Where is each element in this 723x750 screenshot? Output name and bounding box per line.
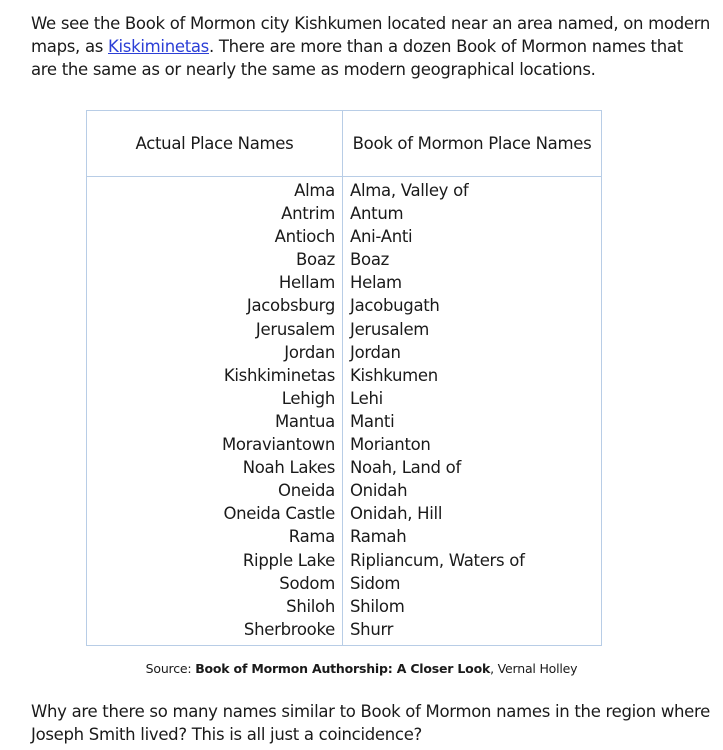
book-of-mormon-name-cell: Ripliancum, Waters of xyxy=(350,550,525,570)
actual-place-name-cell: Jordan xyxy=(87,341,343,364)
actual-place-name-cell: Jerusalem xyxy=(87,318,343,341)
book-of-mormon-name-cell: Sidom xyxy=(350,573,401,593)
book-of-mormon-name-cell: Jerusalem xyxy=(350,319,430,339)
book-of-mormon-name-cell: Ani-Anti xyxy=(350,227,413,247)
table-row xyxy=(87,572,602,595)
book-of-mormon-name-cell: Jordan xyxy=(350,342,401,362)
table-row xyxy=(87,410,602,433)
book-of-mormon-name-cell: Boaz xyxy=(350,250,389,270)
book-of-mormon-name-cell: Shilom xyxy=(350,596,405,616)
actual-place-name-cell: Antrim xyxy=(87,202,343,225)
intro-paragraph xyxy=(31,12,711,81)
table-row xyxy=(87,595,602,618)
table-header-row xyxy=(87,111,602,177)
book-of-mormon-name-cell: Manti xyxy=(350,411,395,431)
table-row xyxy=(87,549,602,572)
table-row xyxy=(87,177,602,203)
intro-text-end: . There are more than a dozen Book of Mormon names that are the same as or nearly the same as modern geographical locations. xyxy=(31,37,683,79)
header-actual-place-names: Actual Place Names xyxy=(87,111,343,177)
actual-place-name-cell: Rama xyxy=(87,525,343,548)
actual-place-name-cell: Hellam xyxy=(87,271,343,294)
book-of-mormon-name-cell: Ramah xyxy=(350,527,407,547)
kiskiminetas-link[interactable]: Kiskiminetas xyxy=(108,37,209,56)
header-book-of-mormon-place-names: Book of Mormon Place Names xyxy=(343,111,602,177)
actual-place-name-cell: Jacobsburg xyxy=(87,294,343,317)
table-row xyxy=(87,341,602,364)
actual-place-name-cell: Oneida xyxy=(87,479,343,502)
actual-place-name-cell: Sodom xyxy=(87,572,343,595)
table-row xyxy=(87,433,602,456)
book-of-mormon-name-cell: Lehi xyxy=(350,388,383,408)
actual-place-name-cell: Boaz xyxy=(87,248,343,271)
closing-question: Why are there so many names similar to Book of Mormon names in the region where Joseph Smith lived? This is all just a coincidence? xyxy=(31,702,711,744)
actual-place-name-cell: Kishkiminetas xyxy=(87,364,343,387)
table-row xyxy=(87,456,602,479)
table-row xyxy=(87,318,602,341)
actual-place-name-cell: Mantua xyxy=(87,410,343,433)
table-body xyxy=(87,177,602,646)
book-of-mormon-name-cell: Morianton xyxy=(350,435,431,455)
book-of-mormon-name-cell: Jacobugath xyxy=(350,296,440,316)
actual-place-name-cell: Ripple Lake xyxy=(87,549,343,572)
source-citation xyxy=(0,661,723,676)
book-of-mormon-name-cell: Kishkumen xyxy=(350,365,438,385)
book-of-mormon-name-cell: Shurr xyxy=(350,619,394,639)
table-row xyxy=(87,479,602,502)
actual-place-name-cell: Noah Lakes xyxy=(87,456,343,479)
actual-place-name-cell: Antioch xyxy=(87,225,343,248)
book-of-mormon-name-cell: Alma, Valley of xyxy=(350,181,469,200)
place-names-table xyxy=(86,110,602,646)
actual-place-name-cell: Lehigh xyxy=(87,387,343,410)
book-of-mormon-name-cell: Antum xyxy=(350,204,404,224)
table-row xyxy=(87,271,602,294)
actual-place-name-cell: Sherbrooke xyxy=(87,618,343,646)
book-of-mormon-name-cell: Onidah xyxy=(350,481,408,501)
actual-place-name-cell: Moraviantown xyxy=(87,433,343,456)
table-row xyxy=(87,525,602,548)
table-row xyxy=(87,364,602,387)
source-label: Source: xyxy=(145,661,192,676)
actual-place-name-cell: Oneida Castle xyxy=(87,502,343,525)
table-row xyxy=(87,202,602,225)
table-row xyxy=(87,618,602,646)
source-book-title: Book of Mormon Authorship: A Closer Look xyxy=(195,661,491,676)
book-of-mormon-name-cell: Helam xyxy=(350,273,402,293)
table-row xyxy=(87,502,602,525)
table-row xyxy=(87,225,602,248)
table-row xyxy=(87,294,602,317)
actual-place-name-cell: Alma xyxy=(87,177,343,203)
source-author: , Vernal Holley xyxy=(490,661,578,676)
intro-text-start: We see the Book of Mormon city Kishkumen located near an area named, on modern maps, as xyxy=(31,14,711,56)
table-row xyxy=(87,248,602,271)
actual-place-name-cell: Shiloh xyxy=(87,595,343,618)
book-of-mormon-name-cell: Noah, Land of xyxy=(350,458,461,478)
table-row xyxy=(87,387,602,410)
book-of-mormon-name-cell: Onidah, Hill xyxy=(350,504,443,524)
